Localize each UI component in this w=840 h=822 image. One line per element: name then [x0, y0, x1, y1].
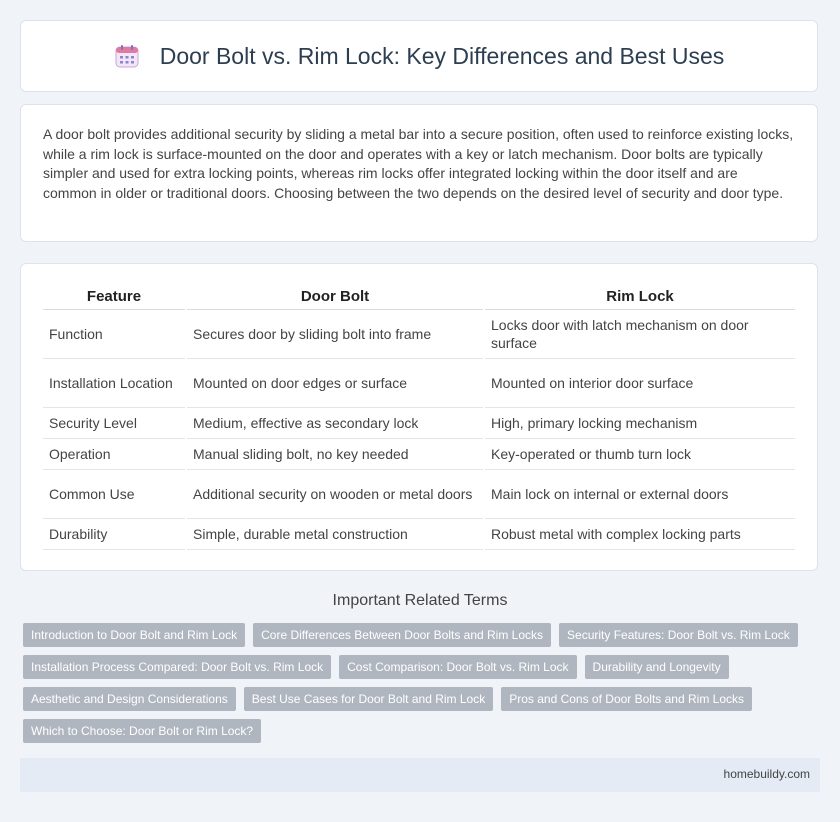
comparison-table — [41, 282, 797, 550]
feature-cell: Installation Location — [43, 359, 185, 408]
table-row — [43, 519, 795, 550]
intro-text: A door bolt provides additional security by sliding a metal bar into a secure position, often used to reinforce existing locks, while a rim lock is surface-mounted on the door and operates with a key or latch mechanism. Door bolts are typically simpler and used for extra locking points, whereas rim locks offer integrated locking within the door itself and are common in older or traditional doors. Choosing between the two depends on the desired level of security and door type. — [43, 126, 794, 201]
door-bolt-cell: Additional security on wooden or metal doors — [187, 470, 483, 519]
related-term-link[interactable]: Cost Comparison: Door Bolt vs. Rim Lock — [339, 655, 576, 679]
intro-card — [20, 104, 818, 242]
header-rim-lock: Rim Lock — [485, 282, 795, 310]
page-title: Door Bolt vs. Rim Lock: Key Differences and Best Uses — [159, 42, 725, 69]
door-bolt-cell: Secures door by sliding bolt into frame — [187, 310, 483, 359]
feature-cell: Common Use — [43, 470, 185, 519]
door-bolt-cell: Manual sliding bolt, no key needed — [187, 439, 483, 470]
rim-lock-cell: Main lock on internal or external doors — [485, 470, 795, 519]
feature-cell: Security Level — [43, 408, 185, 439]
door-bolt-cell: Simple, durable metal construction — [187, 519, 483, 550]
related-term-link[interactable]: Pros and Cons of Door Bolts and Rim Locks — [501, 687, 752, 711]
footer-site-name[interactable]: homebuildy.com — [723, 767, 810, 781]
table-row — [43, 408, 795, 439]
table-row — [43, 310, 795, 359]
related-terms-heading: Important Related Terms — [332, 592, 508, 609]
related-term-link[interactable]: Aesthetic and Design Considerations — [23, 687, 236, 711]
related-term-link[interactable]: Introduction to Door Bolt and Rim Lock — [23, 623, 245, 647]
rim-lock-cell: Mounted on interior door surface — [485, 359, 795, 408]
related-term-link[interactable]: Which to Choose: Door Bolt or Rim Lock? — [23, 719, 261, 743]
door-bolt-cell: Medium, effective as secondary lock — [187, 408, 483, 439]
title-card — [20, 20, 818, 92]
footer — [20, 758, 820, 792]
table-row — [43, 359, 795, 408]
calendar-icon — [114, 43, 140, 69]
rim-lock-cell: High, primary locking mechanism — [485, 408, 795, 439]
table-row — [43, 439, 795, 470]
related-term-link[interactable]: Durability and Longevity — [585, 655, 729, 679]
rim-lock-cell: Robust metal with complex locking parts — [485, 519, 795, 550]
related-term-link[interactable]: Best Use Cases for Door Bolt and Rim Lock — [244, 687, 493, 711]
related-term-link[interactable]: Installation Process Compared: Door Bolt vs. Rim Lock — [23, 655, 331, 679]
table-header-row — [43, 282, 795, 310]
table-row — [43, 470, 795, 519]
related-term-link[interactable]: Security Features: Door Bolt vs. Rim Lock — [559, 623, 798, 647]
header-door-bolt: Door Bolt — [187, 282, 483, 310]
related-terms-list — [23, 623, 823, 751]
rim-lock-cell: Locks door with latch mechanism on door surface — [485, 310, 795, 359]
comparison-table-card — [20, 263, 818, 571]
rim-lock-cell: Key-operated or thumb turn lock — [485, 439, 795, 470]
related-term-link[interactable]: Core Differences Between Door Bolts and Rim Locks — [253, 623, 551, 647]
header-feature: Feature — [43, 282, 185, 310]
door-bolt-cell: Mounted on door edges or surface — [187, 359, 483, 408]
feature-cell: Durability — [43, 519, 185, 550]
feature-cell: Function — [43, 310, 185, 359]
feature-cell: Operation — [43, 439, 185, 470]
